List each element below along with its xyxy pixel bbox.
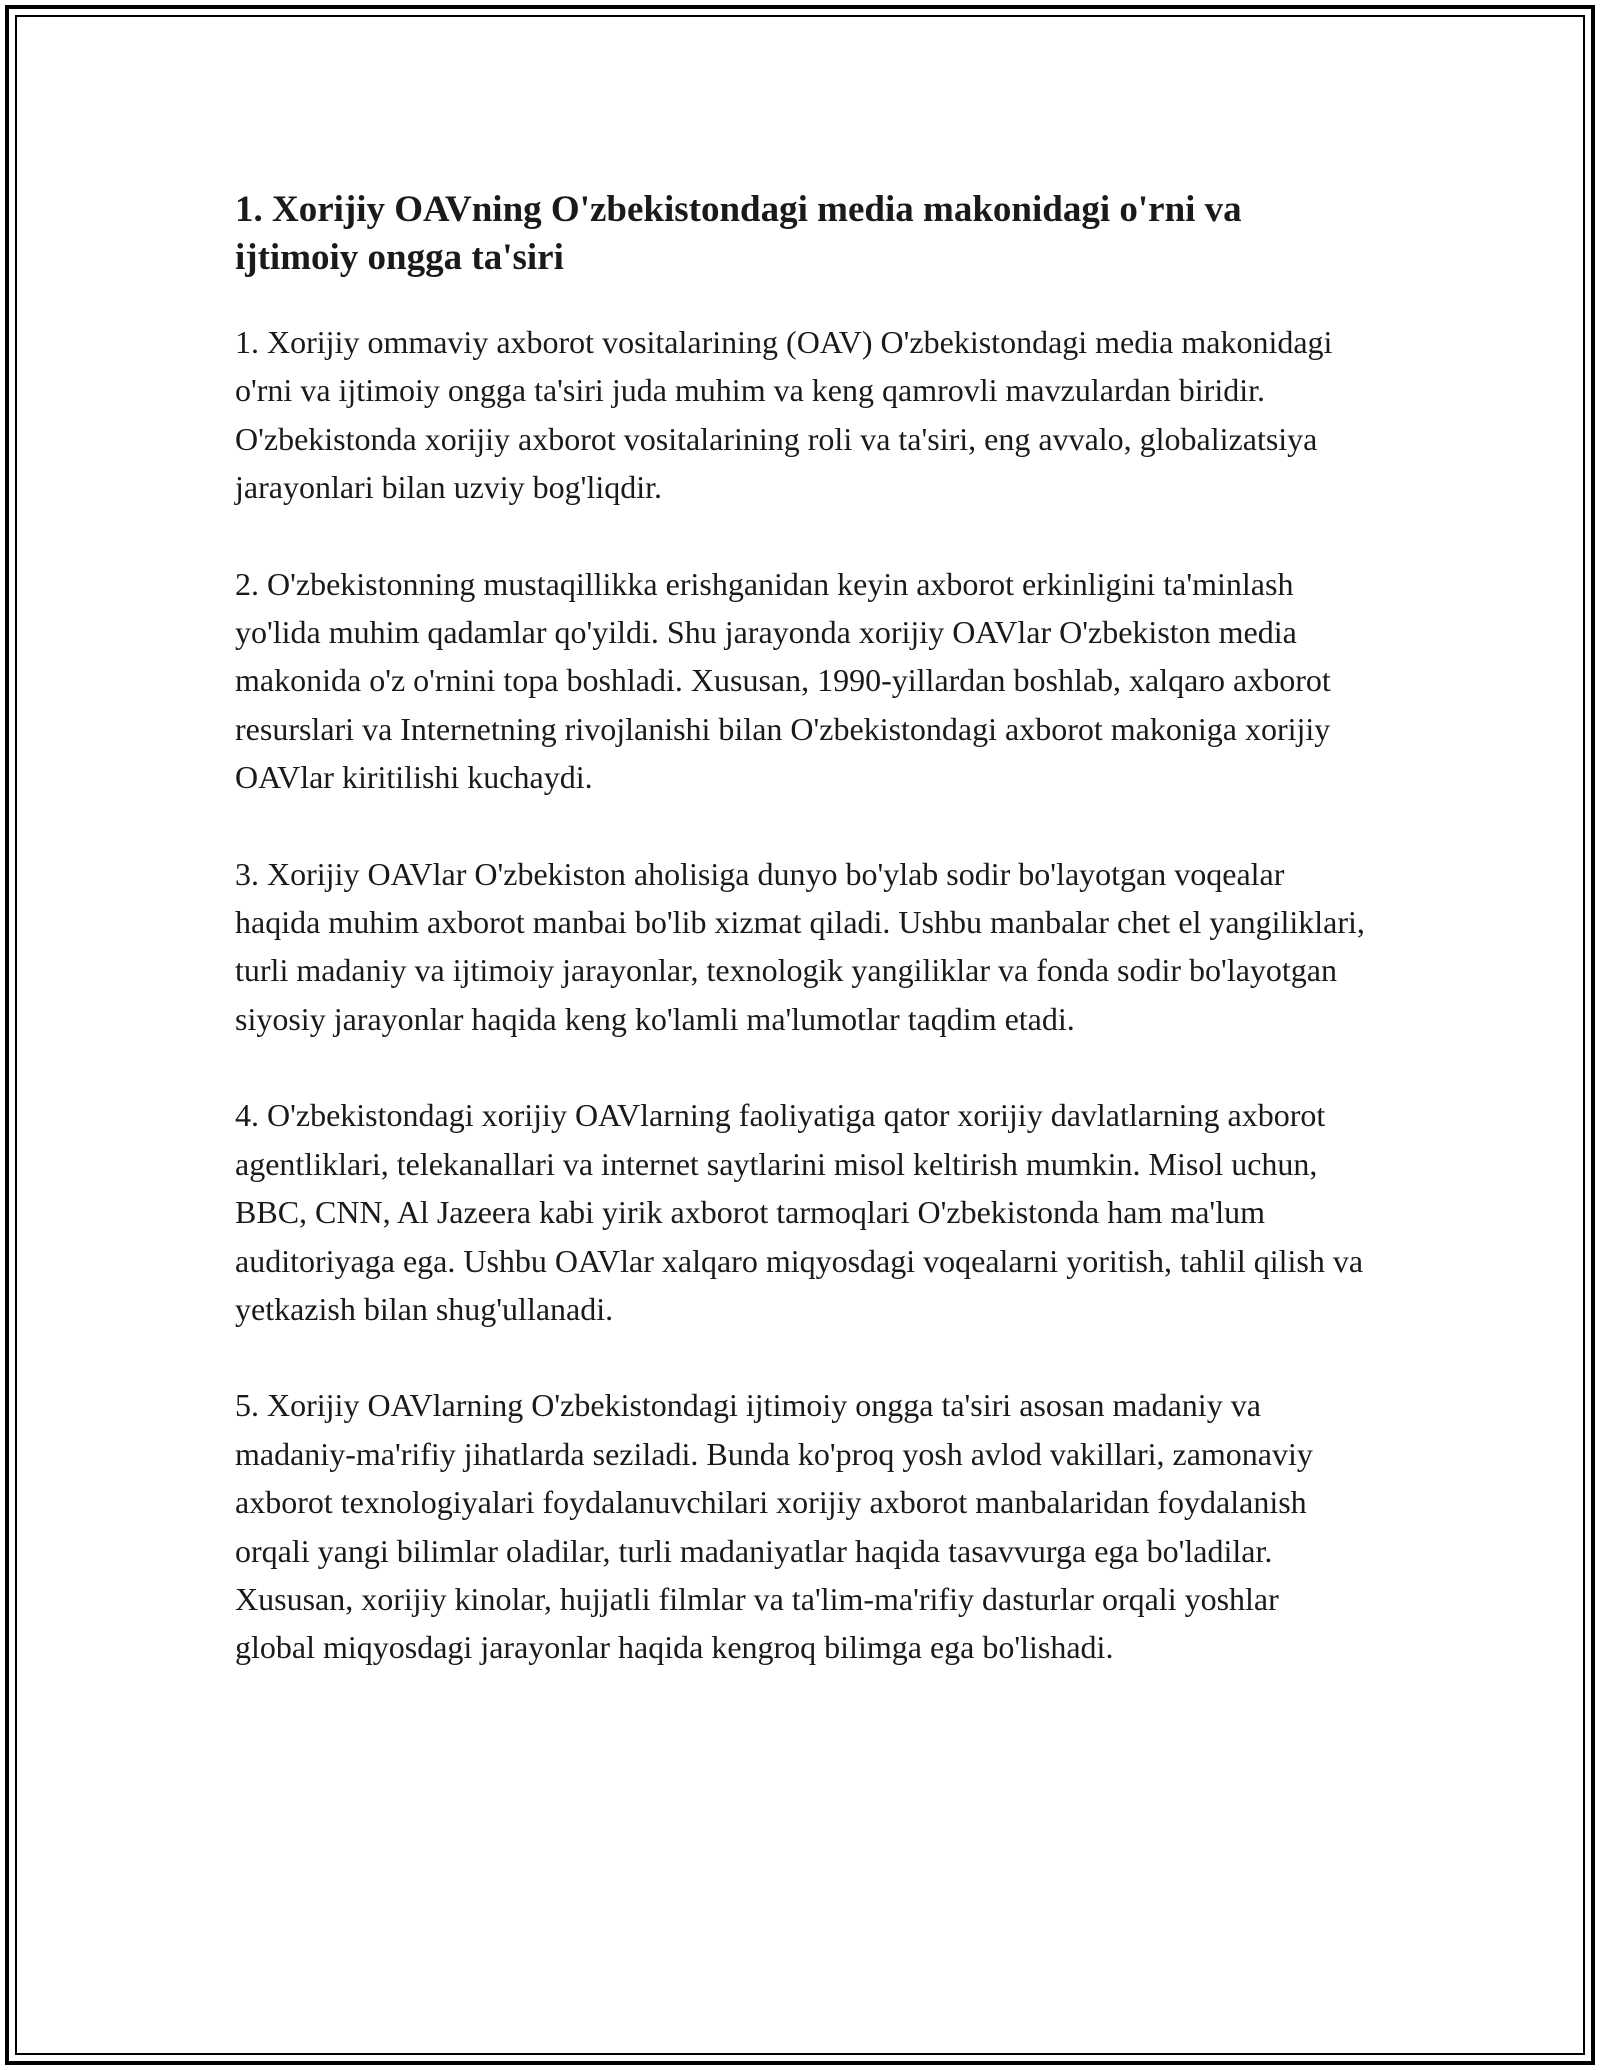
paragraph-3: 3. Xorijiy OAVlar O'zbekiston aholisiga dunyo bo'ylab sodir bo'layotgan voqealar haqida muhim axborot manbai bo'lib xizmat qiladi. Ushbu manbalar chet el yangiliklari, turli madaniy va ijtimoiy jarayonlar, texnologik yangiliklar va fonda sodir bo'layotgan siyosiy jarayonlar haqida keng ko'lamli ma'lumotlar taqdim etadi.: [235, 855, 1365, 1037]
paragraph-2: 2. O'zbekistonning mustaqillikka erishganidan keyin axborot erkinligini ta'minlash yo'lida muhim qadamlar qo'yildi. Shu jarayonda xorijiy OAVlar O'zbekiston media makonida o'z o'rnini topa boshladi. Xususan, 1990-yillardan boshlab, xalqaro axborot resurslari va Internetning rivojlanishi bilan O'zbekistondagi axborot makoniga xorijiy OAVlar kiritilishi kuchaydi.: [235, 565, 1331, 796]
document-title: 1. Xorijiy OAVning O'zbekistondagi media makonidagi o'rni va ijtimoiy ongga ta'siri: [235, 189, 1242, 278]
paragraph-5: 5. Xorijiy OAVlarning O'zbekistondagi ijtimoiy ongga ta'siri asosan madaniy va madaniy-ma'rifiy jihatlarda seziladi. Bunda ko'proq yosh avlod vakillari, zamonaviy axborot texnologiyalari foydalanuvchilari xorijiy axborot manbalaridan foydalanish orqali yangi bilimlar oladilar, turli madaniyatlar haqida tasavvurga ega bo'ladilar. Xususan, xorijiy kinolar, hujjatli filmlar va ta'lim-ma'rifiy dasturlar orqali yoshlar global miqyosdagi jarayonlar haqida kengroq bilimga ega bo'lishadi.: [235, 1387, 1313, 1666]
paragraph-1: 1. Xorijiy ommaviy axborot vositalarining (OAV) O'zbekistondagi media makonidagi o'rni va ijtimoiy ongga ta'siri juda muhim va keng qamrovli mavzulardan biridir. O'zbekistonda xorijiy axborot vositalarining roli va ta'siri, eng avvalo, globalizatsiya jarayonlari bilan uzviy bog'liqdir.: [235, 324, 1333, 506]
document-body: [235, 186, 1365, 1720]
paragraph-4: 4. O'zbekistondagi xorijiy OAVlarning faoliyatiga qator xorijiy davlatlarning axborot agentliklari, telekanallari va internet saytlarini misol keltirish mumkin. Misol uchun, BBC, CNN, Al Jazeera kabi yirik axborot tarmoqlari O'zbekistonda ham ma'lum auditoriyaga ega. Ushbu OAVlar xalqaro miqyosdagi voqealarni yoritish, tahlil qilish va yetkazish bilan shug'ullanadi.: [235, 1097, 1364, 1327]
